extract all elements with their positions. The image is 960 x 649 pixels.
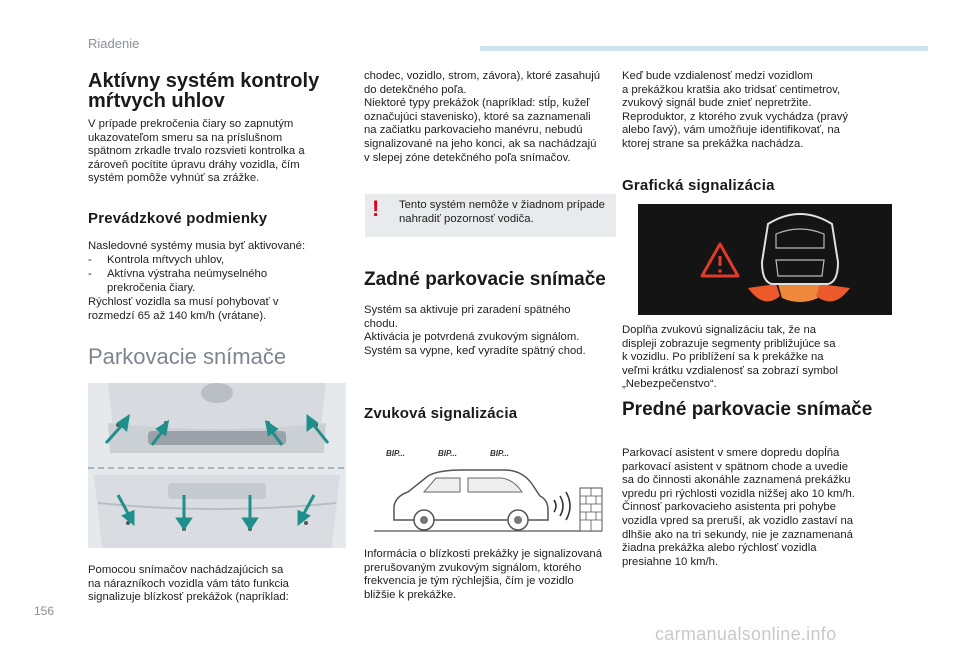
sound-signal-title: Zvuková signalizácia [364,405,518,422]
car-reversing-illustration [372,444,608,544]
audible-signal-illustration [372,444,608,544]
front-sensors-text: Parkovací asistent v smere dopredu dopĺňa parkovací asistent v spätnom chode a uvedie sa do činnosti akonáhle zaznamená prekážku vpredu pri rýchlosti vozidla nižšej ako 10 km/h. Činnosť parkovacieho asistenta pri pohybe vozidla vpred sa preruší, ak vozidlo zastaví na dlhšie ako na tri sekundy, nie je zaznamenaná žiadna prekážka alebo rýchlosť vozidla presiahne 10 km/h. [622,447,855,568]
conditions-item-2: Aktívna výstraha neúmyselného prekročenia čiary. [107,268,268,294]
bip-label-2: BIP... [438,449,457,458]
warning-text: Tento systém nemôže v žiadnom prípade nahradiť pozornosť vodiča. [399,199,605,225]
section-tab: Riadenie [88,36,140,51]
distance-text: Keď bude vzdialenosť medzi vozidlom a prekážkou kratšia ako tridsať centimetrov, zvukový signál bude znieť nepretržite. Reproduktor, z ktorého zvuk vychádza (pravý alebo ľavý), vám umožňuje identifikovať, na ktorej strane sa prekážka nachádza. [622,70,849,150]
page-number: 156 [34,604,55,618]
warning-icon: ! [372,196,380,221]
blind-spot-intro: V prípade prekročenia čiary so zapnutým ukazovateľom smeru sa na príslušnom spätnom zrkadle trvalo rozsvieti kontrolka a zároveň pocítite úpravu dráhy vozidla, čím systém pomôže vyhnúť sa zrážke. [88,118,305,185]
graphic-signal-text: Doplňa zvukovú signalizáciu tak, že na displeji zobrazuje segmenty približujúce sa k vozidlu. Po priblížení sa k prekážke na veľmi krátku vzdialenosť sa zobrazí symbol „Nebezpečenstvo“. [622,324,838,391]
graphic-signal-title: Grafická signalizácia [622,177,775,194]
conditions-dash-1: - [88,254,92,266]
conditions-title: Prevádzkové podmienky [88,210,268,227]
graphic-display-illustration [638,204,892,315]
blind-spot-title-line2: mŕtvych uhlov [88,90,225,112]
bip-label-1: BIP... [386,449,405,458]
display-screen-illustration [638,204,892,315]
front-sensors-title: Predné parkovacie snímače [622,399,873,420]
watermark: carmanualsonline.info [655,624,837,644]
rear-sensors-title: Zadné parkovacie snímače [364,269,606,290]
parking-sensors-title: Parkovacie snímače [88,344,287,369]
rear-bumper-sensors-photo [88,383,346,548]
header-accent-bar [480,46,928,51]
blind-spot-title-line1: Aktívny systém kontroly [88,70,320,92]
parking-sensors-text: Pomocou snímačov nachádzajúcich sa na nárazníkoch vozidla vám táto funkcia signalizuje blízkosť prekážok (napríklad: [88,564,289,604]
rear-sensors-text: Systém sa aktivuje pri zaradení spätného chodu. Aktivácia je potvrdená zvukovým signálom. Systém sa vypne, keď vyradíte spätný chod. [364,304,586,357]
conditions-speed: Rýchlosť vozidla sa musí pohybovať v rozmedzí 65 až 140 km/h (vrátane). [88,296,279,322]
parking-continued-text: chodec, vozidlo, strom, závora), ktoré zasahujú do detekčného poľa. Niektoré typy prekážok (napríklad: stĺp, kužeľ označujúci stavenisko), ktoré sa zaznamenali na začiatku parkovacieho manévru, nebudú signalizované na jeho konci, ak sa nachádzajú v slepej zóne detekčného poľa snímačov. [364,70,601,164]
rear-bumper-illustration [88,383,346,548]
conditions-dash-2: - [88,268,92,280]
conditions-item-1: Kontrola mŕtvych uhlov, [107,254,225,266]
conditions-lead: Nasledovné systémy musia byť aktivované: [88,240,306,252]
sound-signal-text: Informácia o blízkosti prekážky je signalizovaná prerušovaným zvukovým signálom, ktorého frekvencia je tým rýchlejšia, čím je vozidlo bližšie k prekážke. [364,548,602,601]
bip-label-3: BIP... [490,449,509,458]
